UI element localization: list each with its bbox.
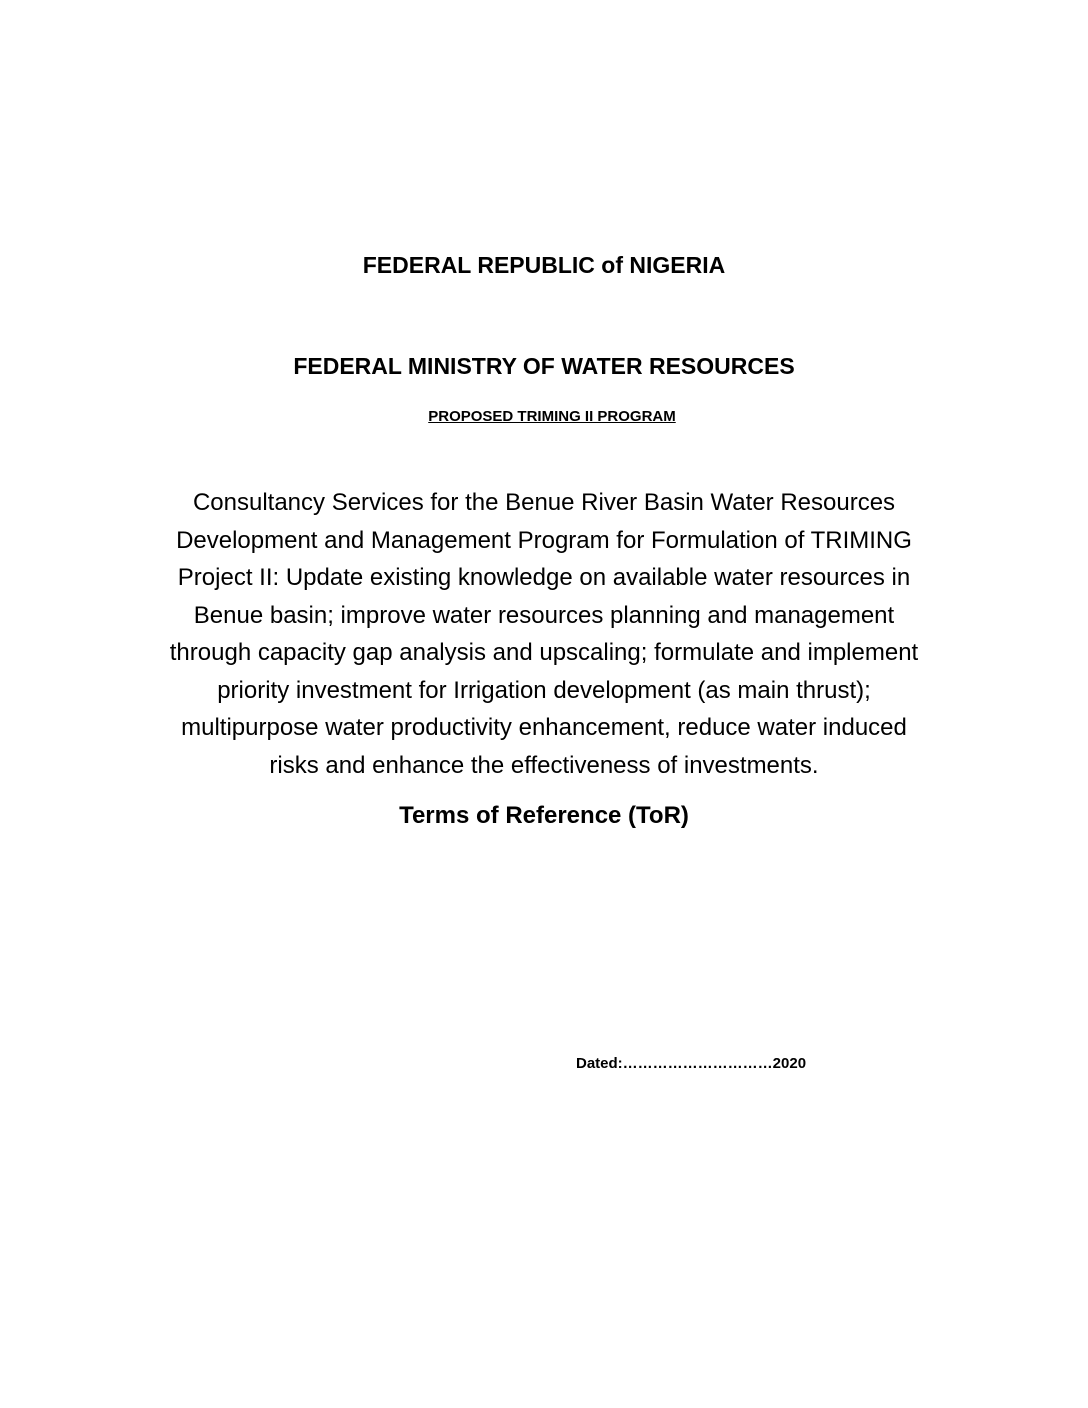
description-line: Consultancy Services for the Benue River Basin Water Resources [192,489,896,516]
description-line: multipurpose water productivity enhancement, reduce water induced [181,714,907,741]
description-line: priority investment for Irrigation development (as main thrust); [217,676,871,704]
dated-line: Dated:…………………………2020 [576,1055,807,1072]
description-line: through capacity gap analysis and upscaling; formulate and implement [169,639,919,666]
country-heading: FEDERAL REPUBLIC of NIGERIA [362,252,726,278]
description-line: risks and enhance the effectiveness of investments. [269,751,819,779]
description-line: Project II: Update existing knowledge on available water resources in [177,564,911,591]
description-line: Benue basin; improve water resources planning and management [193,601,895,629]
ministry-heading: FEDERAL MINISTRY OF WATER RESOURCES [293,353,795,379]
program-subheading: PROPOSED TRIMING II PROGRAM [428,408,676,425]
terms-of-reference-title: Terms of Reference (ToR) [399,802,689,829]
consultancy-description [94,484,994,784]
description-line: Development and Management Program for Formulation of TRIMING [176,526,912,554]
